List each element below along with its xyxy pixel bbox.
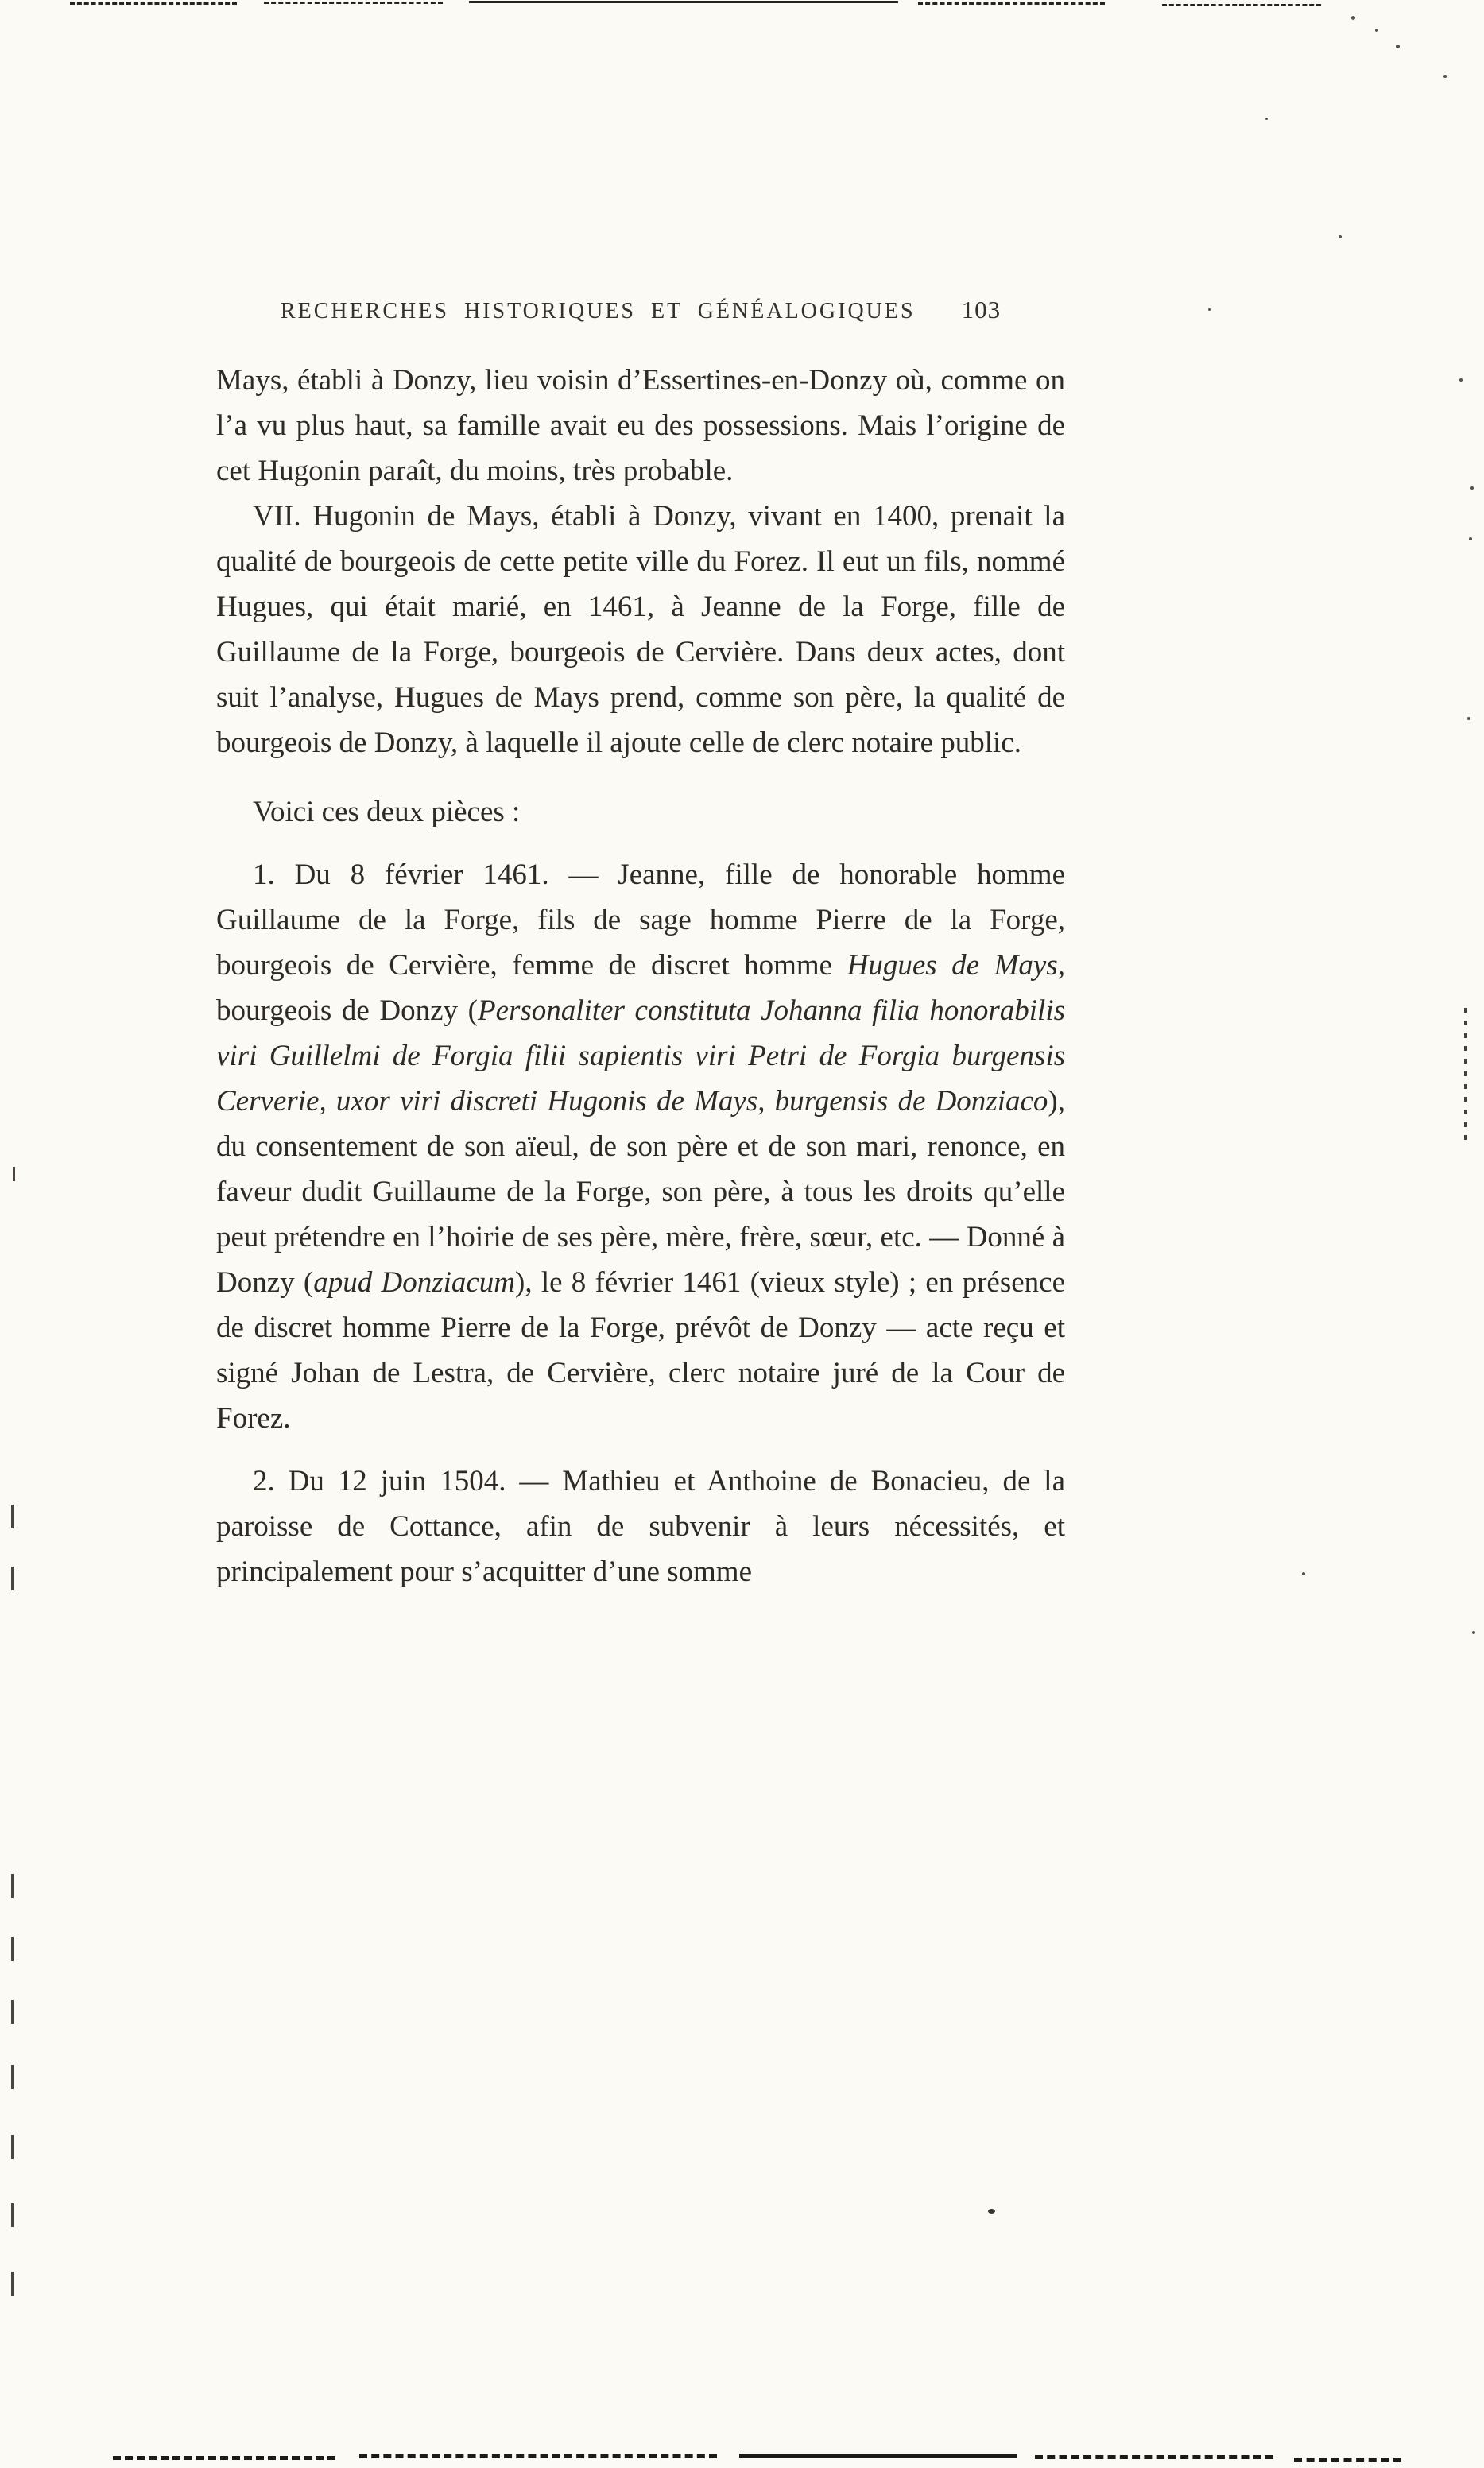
text-run: 2. Du 12 juin 1504. — Mathieu et Anthoine de Bonacieu, de la paroisse de Cottance, afin de subvenir à leurs nécessités, et principalement pour s’acquitter d’une somme xyxy=(216,1465,1065,1588)
scan-artifact-right-dotted-line xyxy=(1464,1008,1467,1143)
scan-artifact-left-tick xyxy=(11,2000,14,2024)
scan-artifact-left-tick xyxy=(11,2272,14,2296)
scan-artifact-speck xyxy=(1396,45,1400,48)
scan-artifact-bottom-edge xyxy=(1035,2455,1273,2459)
paragraph xyxy=(216,1459,1065,1594)
text-run: Voici ces deux pièces : xyxy=(253,796,521,828)
text-run-italic: Personaliter constituta Johanna filia honorabilis viri Guillelmi de Forgia filii sapientis viri Petri de Forgia burgensis Cerverie, uxor viri discreti Hugonis de Mays, burgensis de Donziaco xyxy=(216,994,1065,1118)
scan-artifact-bottom-edge xyxy=(113,2456,335,2460)
scan-artifact-speck xyxy=(1472,1631,1475,1634)
scan-artifact-left-tick xyxy=(11,2203,14,2227)
paragraph xyxy=(216,494,1065,765)
text-run-italic: Hugues de Mays, xyxy=(847,949,1065,982)
scan-artifact-bottom-edge xyxy=(1294,2458,1401,2462)
scan-artifact-speck xyxy=(1375,29,1378,32)
scan-artifact-speck xyxy=(1351,16,1355,20)
paragraph xyxy=(216,852,1065,1441)
text-run: 1. Du 8 février 1461. — Jeanne, fille de honorable homme Guillaume de la Forge, fils de sage homme Pierre de la Forge, bourgeois de Cervière, femme de discret homme xyxy=(216,858,1065,982)
scan-artifact-top-edge xyxy=(264,2,443,4)
text-run: Mays, établi à Donzy, lieu voisin d’Essertines-en-Donzy où, comme on l’a vu plus haut, sa famille avait eu des possessions. Mais l’origine de cet Hugonin paraît, du moins, très probable. xyxy=(216,364,1065,487)
scan-artifact-speck xyxy=(1459,378,1463,382)
scan-artifact-dot xyxy=(988,2209,995,2214)
text-block xyxy=(216,296,1065,1594)
paragraph xyxy=(216,358,1065,494)
scan-artifact-top-edge xyxy=(1162,4,1321,6)
scan-artifact-left-tick xyxy=(11,1567,14,1590)
scan-artifact-top-edge xyxy=(469,1,898,3)
scan-artifact-left-tick xyxy=(11,2135,14,2159)
header-title: RECHERCHES HISTORIQUES ET GÉNÉALOGIQUES xyxy=(280,299,916,324)
scan-artifact-top-edge xyxy=(918,2,1105,5)
scan-artifact-speck xyxy=(1469,537,1472,540)
scan-artifact-speck xyxy=(1208,308,1211,311)
text-run: bourgeois de Donzy ( xyxy=(216,994,478,1027)
scan-artifact-left-tick xyxy=(11,2065,14,2089)
scan-artifact-speck xyxy=(1470,486,1474,490)
text-run: ), du consentement de son aïeul, de son père et de son mari, renonce, en faveur dudit Guillaume de la Forge, son père, à tous les droits qu’elle peut prétendre en l’hoirie de ses père, mère, frère, sœur, etc. — Donné à Donzy ( xyxy=(216,1085,1065,1299)
scan-artifact-speck xyxy=(1265,118,1268,120)
scan-artifact-bottom-edge xyxy=(359,2454,717,2458)
text-run-italic: apud Donziacum xyxy=(313,1266,516,1299)
scan-artifact-speck xyxy=(1339,235,1342,238)
scan-artifact-bottom-edge xyxy=(739,2454,1017,2458)
running-header xyxy=(216,296,1065,324)
scan-artifact-left-tick xyxy=(11,1505,14,1528)
scan-artifact-speck xyxy=(1443,75,1447,78)
text-run: VII. Hugonin de Mays, établi à Donzy, vivant en 1400, prenait la qualité de bourgeois de cette petite ville du Forez. Il eut un fils, nommé Hugues, qui était marié, en 1461, à Jeanne de la Forge, fille de Guillaume de la Forge, bourgeois de Cervière. Dans deux actes, dont suit l’analyse, Hugues de Mays prend, comme son père, la qualité de bourgeois de Donzy, à laquelle il ajoute celle de clerc notaire public. xyxy=(216,500,1065,759)
scan-artifact-speck xyxy=(1467,717,1470,720)
text-run: ), le 8 février 1461 (vieux style) ; en présence de discret homme Pierre de la Forge, prévôt de Donzy — acte reçu et signé Johan de Lestra, de Cervière, clerc notaire juré de la Cour de Forez. xyxy=(216,1266,1065,1435)
scan-artifact-left-tick xyxy=(13,1167,15,1181)
scan-artifact-left-tick xyxy=(11,1874,14,1898)
scan-artifact-top-edge xyxy=(70,2,237,5)
scan-artifact-left-tick xyxy=(11,1937,14,1961)
page-number: 103 xyxy=(961,296,1002,324)
scan-artifact-speck xyxy=(1302,1572,1305,1575)
paragraph xyxy=(216,789,1065,835)
